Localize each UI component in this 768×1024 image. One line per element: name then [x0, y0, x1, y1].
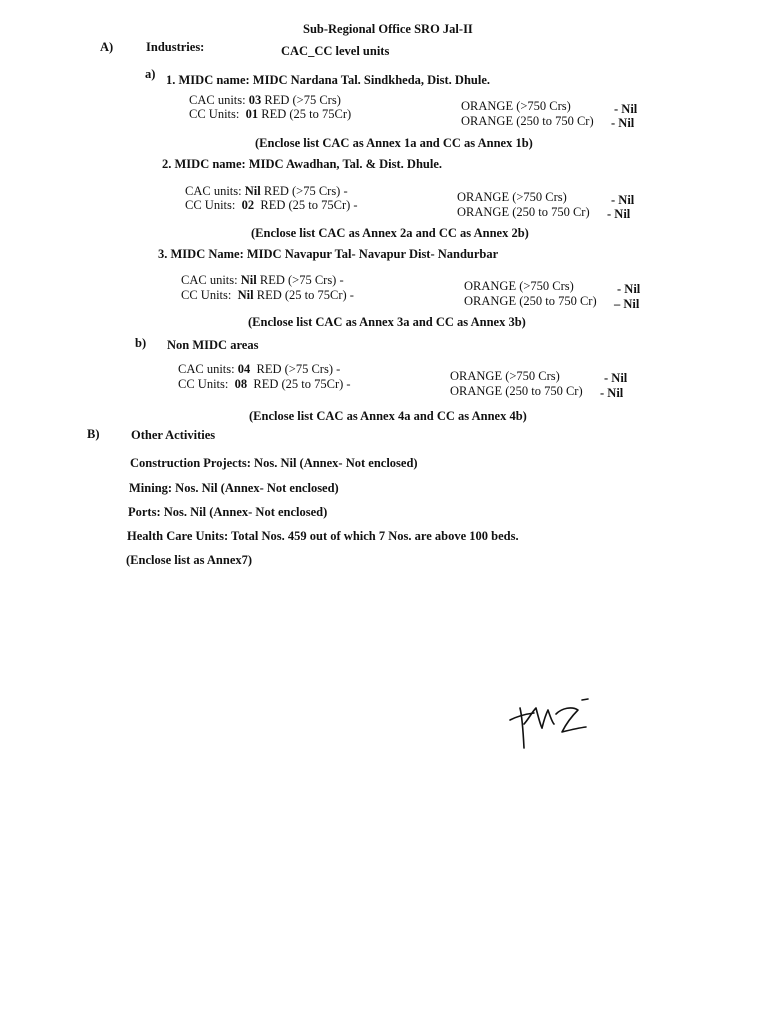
- non-midc-enclose: (Enclose list CAC as Annex 4a and CC as Annex 4b): [249, 409, 527, 423]
- part-b-marker: b): [135, 336, 147, 350]
- midc1-cac-row: [189, 93, 341, 107]
- midc1-orange-cac: ORANGE (>750 Crs): [461, 99, 571, 113]
- cac-desc: RED (>75 Crs): [264, 93, 341, 107]
- midc1-orange-cc: ORANGE (250 to 750 Cr): [461, 114, 594, 128]
- midc1-orange-cac-value: - Nil: [614, 102, 638, 116]
- midc1-title: 1. MIDC name: MIDC Nardana Tal. Sindkheda, Dist. Dhule.: [166, 73, 491, 87]
- cc-desc: RED (25 to 75Cr): [261, 107, 352, 121]
- mining: Mining: Nos. Nil (Annex- Not enclosed): [129, 481, 339, 495]
- midc2-orange-cac-value: - Nil: [611, 193, 635, 207]
- midc3-cc-row: [181, 288, 354, 302]
- cac-desc: RED (>75 Crs) -: [263, 184, 348, 198]
- cc-desc: RED (25 to 75Cr) -: [260, 198, 358, 212]
- midc3-orange-cac: ORANGE (>750 Crs): [464, 279, 574, 293]
- midc2-orange-cc-value: - Nil: [607, 207, 631, 221]
- midc2-enclose: (Enclose list CAC as Annex 2a and CC as Annex 2b): [251, 226, 529, 240]
- midc3-enclose: (Enclose list CAC as Annex 3a and CC as Annex 3b): [248, 315, 526, 329]
- section-a-marker: A): [100, 40, 114, 54]
- midc1-enclose: (Enclose list CAC as Annex 1a and CC as Annex 1b): [255, 136, 533, 150]
- cac-value: Nil: [240, 273, 257, 287]
- cac-desc: RED (>75 Crs) -: [256, 362, 341, 376]
- cc-value: 08: [234, 377, 248, 391]
- signature: [506, 694, 596, 756]
- construction-projects: Construction Projects: Nos. Nil (Annex- Not enclosed): [130, 456, 418, 470]
- midc2-orange-cc: ORANGE (250 to 750 Cr): [457, 205, 590, 219]
- cc-label: CC Units:: [178, 377, 229, 391]
- cc-label: CC Units:: [185, 198, 236, 212]
- section-b-label: Other Activities: [131, 428, 216, 442]
- cc-label: CC Units:: [181, 288, 232, 302]
- cac-value: 04: [237, 362, 251, 376]
- midc3-orange-cc: ORANGE (250 to 750 Cr): [464, 294, 597, 308]
- page-title: Sub-Regional Office SRO Jal-II: [303, 22, 473, 36]
- cc-value: 01: [245, 107, 259, 121]
- midc2-cac-row: [185, 184, 348, 198]
- cc-label: CC Units:: [189, 107, 240, 121]
- section-b-marker: B): [87, 427, 100, 441]
- ports: Ports: Nos. Nil (Annex- Not enclosed): [128, 505, 328, 519]
- non-midc-orange-cac: ORANGE (>750 Crs): [450, 369, 560, 383]
- health-care-units: Health Care Units: Total Nos. 459 out of which 7 Nos. are above 100 beds.: [127, 529, 519, 543]
- non-midc-orange-cac-value: - Nil: [604, 371, 628, 385]
- cac-label: CAC units:: [178, 362, 235, 376]
- part-a-marker: a): [145, 67, 156, 81]
- cc-value: 02: [241, 198, 255, 212]
- non-midc-orange-cc: ORANGE (250 to 750 Cr): [450, 384, 583, 398]
- cc-desc: RED (25 to 75Cr) -: [253, 377, 351, 391]
- cac-label: CAC units:: [181, 273, 238, 287]
- cc-desc: RED (25 to 75Cr) -: [256, 288, 354, 302]
- midc3-orange-cc-value: – Nil: [614, 297, 640, 311]
- cac-label: CAC units:: [189, 93, 246, 107]
- midc3-orange-cac-value: - Nil: [617, 282, 641, 296]
- cac-value: 03: [248, 93, 262, 107]
- cac-label: CAC units:: [185, 184, 242, 198]
- cac-value: Nil: [244, 184, 261, 198]
- midc1-orange-cc-value: - Nil: [611, 116, 635, 130]
- cc-value: Nil: [237, 288, 254, 302]
- cac-desc: RED (>75 Crs) -: [259, 273, 344, 287]
- non-midc-cc-row: [178, 377, 351, 391]
- non-midc-orange-cc-value: - Nil: [600, 386, 624, 400]
- section-a-label: Industries:: [146, 40, 205, 54]
- midc3-cac-row: [181, 273, 344, 287]
- health-care-enclose: (Enclose list as Annex7): [126, 553, 253, 567]
- section-a-subtitle: CAC_CC level units: [281, 44, 390, 58]
- midc2-cc-row: [185, 198, 358, 212]
- midc1-cc-row: [189, 107, 351, 121]
- midc3-title: 3. MIDC Name: MIDC Navapur Tal- Navapur Dist- Nandurbar: [158, 247, 499, 261]
- non-midc-title: Non MIDC areas: [167, 338, 259, 352]
- midc2-title: 2. MIDC name: MIDC Awadhan, Tal. & Dist. Dhule.: [162, 157, 443, 171]
- non-midc-cac-row: [178, 362, 340, 376]
- midc2-orange-cac: ORANGE (>750 Crs): [457, 190, 567, 204]
